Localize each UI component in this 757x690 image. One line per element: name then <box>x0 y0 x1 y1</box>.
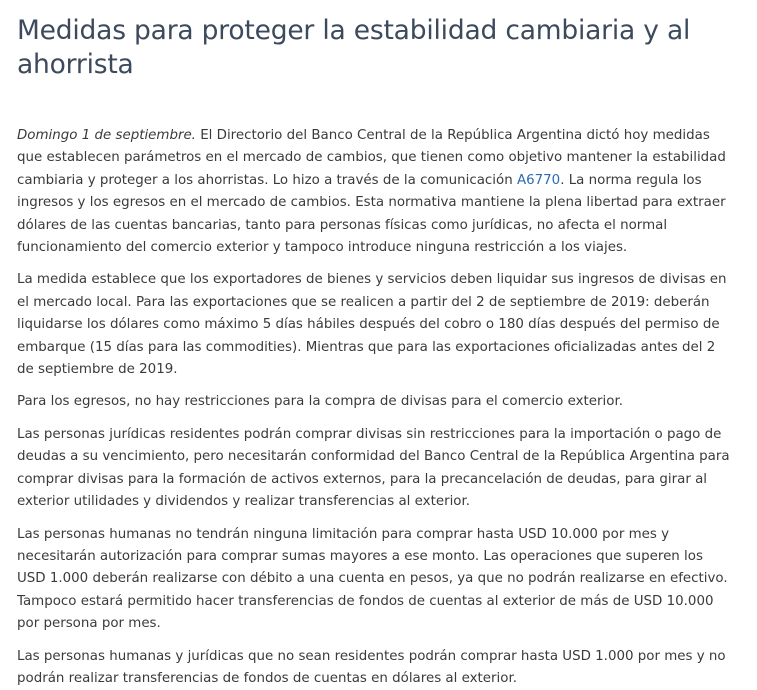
paragraph-1 <box>17 125 735 259</box>
paragraph-3: Para los egresos, no hay restricciones para la compra de divisas para el comercio exterior. <box>17 394 623 410</box>
communication-a6770-link[interactable]: A6770 <box>516 172 561 188</box>
paragraph-1-text-start: El Directorio del Banco Central de la República Argentina dictó hoy medidas que establecen parámetros en el mercado de cambios, que tienen como objetivo mantener la estabilidad cambiaria y proteger a los ahorristas. Lo hizo a través de la comunicación <box>17 128 726 188</box>
paragraph-1-text-end: . La norma regula los ingresos y los egresos en el mercado de cambios. Esta normativa mantiene la plena libertad para extraer dólares de las cuentas bancarias, tanto para personas físicas como jurídicas, no afecta el normal funcionamiento del comercio exterior y tampoco introduce ninguna restricción a los viajes. <box>17 172 726 256</box>
paragraph-5: Las personas humanas no tendrán ninguna limitación para comprar hasta USD 10.000 por mes y necesitarán autorización para comprar sumas mayores a ese monto. Las operaciones que superen los USD 1.000 deberán realizarse con débito a una cuenta en pesos, ya que no podrán realizarse en efectivo. Tampoco estará permitido hacer transferencias de fondos de cuentas al exterior de más de USD 10.000 por persona por mes. <box>17 526 728 632</box>
article-date: Domingo 1 de septiembre. <box>17 128 196 143</box>
paragraph-2: La medida establece que los exportadores de bienes y servicios deben liquidar sus ingresos de divisas en el mercado local. Para las exportaciones que se realicen a partir del 2 de septiembre de 2019: deberán liquidarse los dólares como máximo 5 días hábiles después del cobro o 180 días después del permiso de embarque (15 días para las commodities). Mientras que para las exportaciones oficializadas antes del 2 de septiembre de 2019. <box>17 272 727 378</box>
paragraph-4: Las personas jurídicas residentes podrán comprar divisas sin restricciones para la importación o pago de deudas a su vencimiento, pero necesitarán conformidad del Banco Central de la República Argentina para comprar divisas para la formación de activos externos, para la precancelación de deudas, para girar al exterior utilidades y dividendos y realizar transferencias al exterior. <box>17 426 730 510</box>
page-title: Medidas para proteger la estabilidad cambiaria y al ahorrista <box>17 15 691 80</box>
paragraph-6: Las personas humanas y jurídicas que no sean residentes podrán comprar hasta USD 1.000 por mes y no podrán realizar transferencias de fondos de cuentas en dólares al exterior. <box>17 648 726 686</box>
